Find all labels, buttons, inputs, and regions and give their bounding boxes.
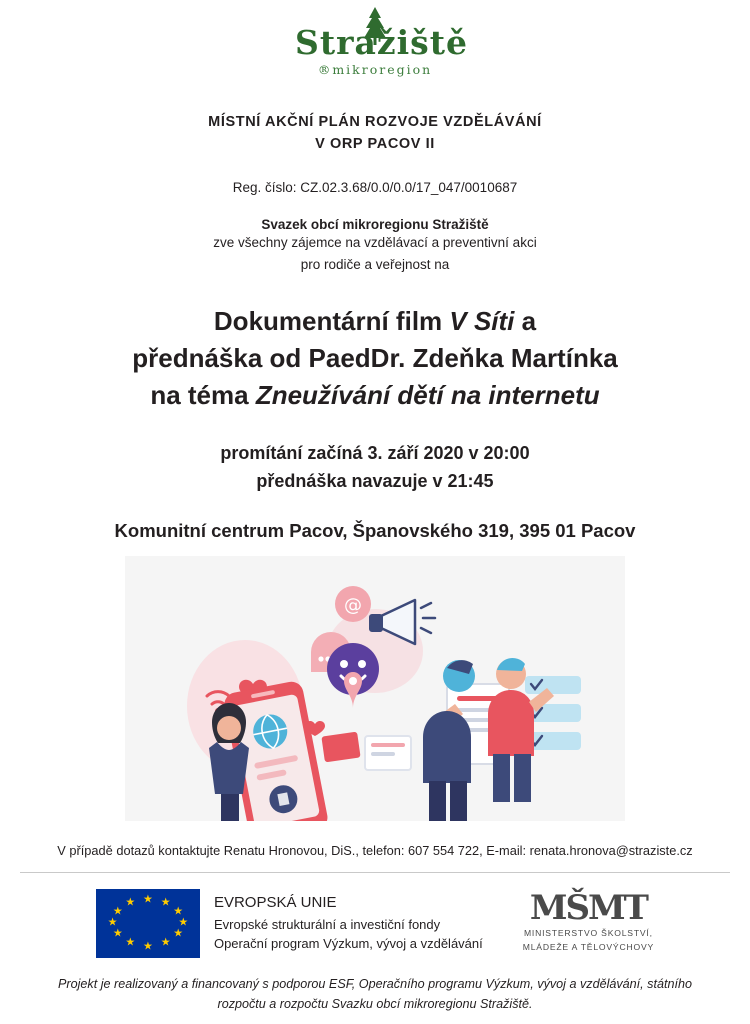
lecture-topic: Zneužívání dětí na internetu	[255, 379, 600, 410]
headline-line-1-suffix: a	[514, 306, 537, 337]
headline-line-1-prefix: Dokumentární film	[213, 306, 450, 337]
footer-line-2: rozpočtu a rozpočtu Svazku obcí mikroregionu Stražiště.	[217, 996, 533, 1011]
ministry-caption-line-1: MINISTERSTVO ŠKOLSTVÍ,	[523, 927, 653, 938]
funding-bar	[0, 889, 750, 958]
page-title	[0, 111, 750, 156]
screening-time: promítání začíná 3. září 2020 v 20:00	[220, 442, 530, 463]
footer-line-1: Projekt je realizovaný a financovaný s podporou ESF, Operačního programu Výzkum, vývoj a vzdělávání, státního	[58, 976, 692, 991]
illustration-graphic	[125, 556, 625, 821]
lecture-time: přednáška navazuje v 21:45	[256, 470, 494, 491]
invitation-line-1: zve všechny zájemce na vzdělávací a preventivní akci	[213, 234, 537, 250]
social-media-illustration	[125, 556, 625, 821]
logo-subtitle: ®mikroregion	[317, 62, 433, 77]
ministry-caption-line-2: MLÁDEŽE A TĚLOVÝCHOVY	[522, 942, 655, 953]
invitation-line-2: pro rodiče a veřejnost na	[300, 256, 450, 272]
page-title-line1: MÍSTNÍ AKČNÍ PLÁN ROZVOJE VZDĚLÁVÁNÍ	[208, 114, 542, 130]
page-title-line2: V ORP PACOV II	[315, 136, 435, 153]
event-headline	[0, 303, 750, 414]
headline-line-3-prefix: na téma	[150, 379, 256, 410]
footer-divider	[20, 872, 730, 873]
venue-address: Komunitní centrum Pacov, Španovského 319, 395 01 Pacov	[114, 519, 636, 541]
logo-block	[0, 0, 750, 89]
ministry-monogram: MŠMT	[529, 888, 647, 929]
registration-number: Reg. číslo: CZ.02.3.68/0.0/0.0/17_047/0010687	[232, 179, 518, 195]
funding-text	[214, 892, 483, 954]
event-times	[0, 440, 750, 496]
headline-line-2: přednáška od PaedDr. Zdeňka Martínka	[132, 343, 618, 374]
straziste-logo	[295, 6, 468, 84]
headline-line-3	[0, 377, 750, 414]
film-title: V Síti	[449, 306, 515, 337]
svg-text:@: @	[344, 594, 362, 616]
contact-line: V případě dotazů kontaktujte Renatu Hronovou, DiS., telefon: 607 554 722, E-mail: renata.hronova@straziste.cz	[57, 842, 693, 858]
logo-wordmark: Stražiště	[295, 23, 468, 62]
project-footer	[24, 974, 726, 1014]
headline-line-1	[0, 303, 750, 340]
funding-line-2: Evropské strukturální a investiční fondy	[213, 916, 441, 932]
funding-line-3: Operační program Výzkum, vývoj a vzdělávání	[213, 936, 483, 952]
european-union-flag-icon: ★ ★ ★ ★ ★ ★ ★ ★ ★ ★ ★ ★	[96, 889, 200, 958]
organizer-name: Svazek obcí mikroregionu Stražiště	[261, 216, 489, 232]
ministry-logo	[522, 888, 655, 953]
funding-title: EVROPSKÁ UNIE	[213, 894, 337, 912]
